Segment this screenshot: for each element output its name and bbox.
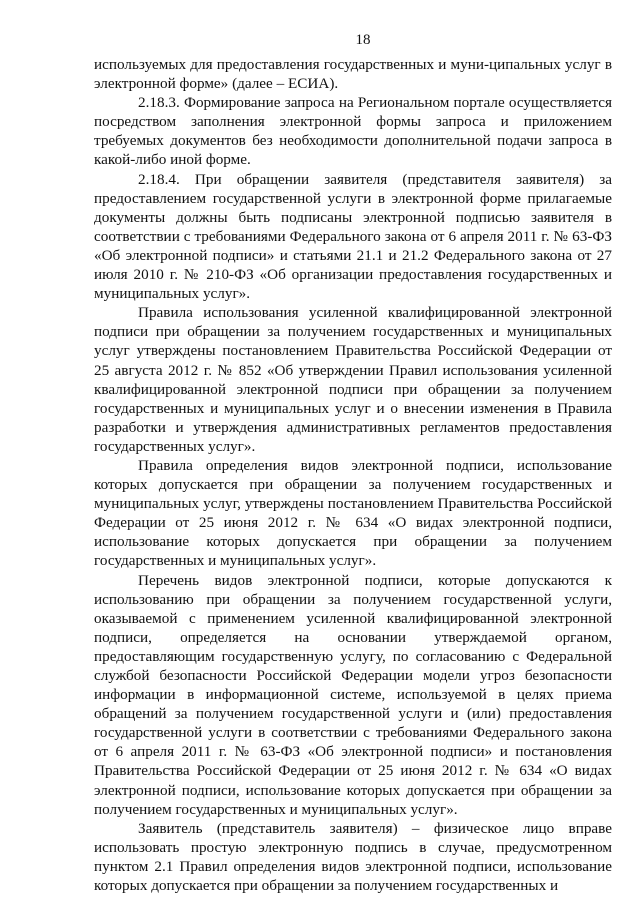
paragraph-signature-types-list: Перечень видов электронной подписи, которые допускаются к использованию при обращении за получением государственной услуги, оказываемой с применением усиленной квалифицированной электронной подписи, определяется на основании утверждаемой органом, предоставляющим государственную услугу, по согласованию с Федеральной службой безопасности Российской Федерации модели угроз безопасности информации в информационной системе, используемой в целях приема обращений за получением государственной услуги и (или) предоставления государственной услуги в соответствии с требованиями Федерального закона от 6 апреля 2011 г. № 63-ФЗ «Об электронной подписи» и постановления Правительства Российской Федерации от 25 июня 2012 г. № 634 «О видах электронной подписи, использование которых допускается при обращении за получением государственных и муниципальных услуг». <box>94 571 612 818</box>
paragraph-esia-continuation: используемых для предоставления государственных и муни-ципальных услуг в электронной форме» (далее – ЕСИА). <box>94 56 612 93</box>
paragraph-signature-types-rules: Правила определения видов электронной подписи, использование которых допускается при обращении за получением государственных и муниципальных услуг, утверждены постановлением Правительства Российской Федерации от 25 июня 2012 г. № 634 «О видах электронной подписи, использование которых допускается при обращении за получением государственных и муниципальных услуг». <box>94 456 612 570</box>
paragraph-2-18-4: 2.18.4. При обращении заявителя (представителя заявителя) за предоставлением государственной услуги в электронной форме прилагаемые документы должны быть подписаны электронной подписью заявителя в соответствии с требованиями Федерального закона от 6 апреля 2011 г. № 63-ФЗ «Об электронной подписи» и статьями 21.1 и 21.2 Федерального закона от 27 июля 2010 г. № 210-ФЗ «Об организации предоставления государственных и муниципальных услуг». <box>94 170 612 303</box>
paragraph-2-18-3: 2.18.3. Формирование запроса на Региональном портале осуществляется посредством заполнения электронной формы запроса и приложением требуемых документов без необходимости дополнительной подачи запроса в какой-либо иной форме. <box>94 94 612 169</box>
paragraph-applicant-simple-signature: Заявитель (представитель заявителя) – физическое лицо вправе использовать простую электронную подпись в случае, предусмотренном пунктом 2.1 Правил определения видов электронной подписи, использование которых допускается при обращении за получением государственных и <box>94 819 612 895</box>
paragraph-qualified-signature-rules: Правила использования усиленной квалифицированной электронной подписи при обращении за получением государственных и муниципальных услуг утверждены постановлением Правительства Российской Федерации от 25 августа 2012 г. № 852 «Об утверждении Правил использования усиленной квалифицированной электронной подписи при обращении за получением государственных и муниципальных услуг и о внесении изменения в Правила разработки и утверждения административных регламентов предоставления государственных услуг». <box>94 304 612 455</box>
page-number: 18 <box>355 32 371 48</box>
